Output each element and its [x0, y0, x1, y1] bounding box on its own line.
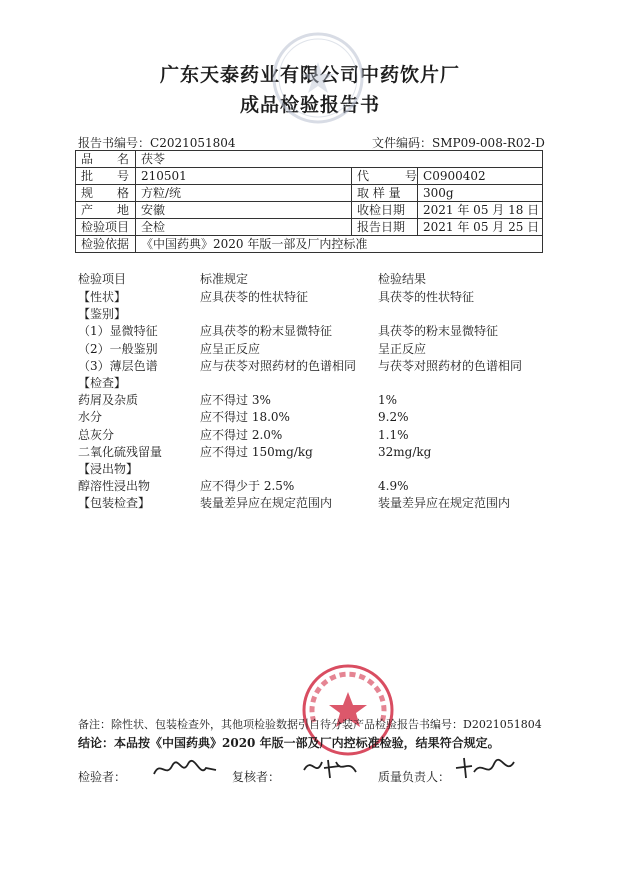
result-value: 32mg/kg: [378, 444, 432, 459]
result-item: （3）薄层色谱: [78, 358, 158, 373]
report-date-label: 报告日期: [352, 219, 418, 236]
report-number-value: C2021051804: [150, 136, 236, 150]
conclusion: 结论：本品按《中国药典》2020 年版一部及厂内控标准检验，结果符合规定。: [78, 736, 500, 750]
batch-value: 210501: [136, 168, 352, 185]
report-number: [78, 134, 236, 151]
name-value: 茯苓: [136, 151, 543, 168]
inspector-signature: [150, 756, 220, 782]
sample-label: 取 样 量: [352, 185, 418, 202]
result-item: 【浸出物】: [78, 462, 139, 476]
received-date-label: 收检日期: [352, 202, 418, 219]
result-item: 总灰分: [78, 427, 115, 442]
reviewer-label: 复核者：: [232, 770, 281, 784]
info-table: [75, 150, 543, 253]
result-value: 1.1%: [378, 427, 409, 442]
report-number-label: 报告书编号：: [78, 136, 151, 150]
result-item: 药屑及杂质: [78, 393, 139, 408]
result-standard: 应不得少于 2.5%: [200, 479, 295, 494]
table-row: [76, 219, 543, 236]
result-value: 具茯苓的粉末显微特征: [378, 324, 499, 339]
test-item-value: 全检: [136, 219, 352, 236]
sample-value: 300g: [418, 185, 543, 202]
document-title: 成品检验报告书: [239, 94, 380, 116]
result-standard: 应不得过 2.0%: [200, 427, 283, 442]
batch-label: 批 号: [76, 168, 136, 185]
result-item: 【性状】: [78, 290, 127, 304]
result-item: 【检查】: [78, 376, 127, 390]
file-code-value: SMP09-008-R02-D: [432, 136, 545, 150]
col-header-standard: 标准规定: [200, 272, 249, 286]
result-standard: 应呈正反应: [200, 341, 261, 356]
origin-label: 产 地: [76, 202, 136, 219]
code-label: 代 号: [352, 168, 418, 185]
result-standard: 应与茯苓对照药材的色谱相同: [200, 358, 357, 373]
result-value: 1%: [378, 393, 398, 408]
table-row: [76, 236, 543, 253]
file-code: [372, 134, 545, 151]
result-standard: 应具茯苓的性状特征: [200, 290, 309, 304]
table-row: [76, 185, 543, 202]
result-item: 【包装检查】: [78, 496, 151, 511]
result-item: 【鉴别】: [78, 307, 127, 322]
origin-value: 安徽: [136, 202, 352, 219]
company-name: 广东天泰药业有限公司中药饮片厂: [159, 64, 460, 86]
result-item: （1）显微特征: [78, 324, 158, 339]
spec-value: 方粒/统: [136, 185, 352, 202]
table-row: [76, 168, 543, 185]
inspector-label: 检验者：: [78, 770, 127, 784]
qa-manager-label: 质量负责人：: [378, 770, 451, 784]
result-item: 二氧化硫残留量: [78, 444, 163, 459]
result-value: 9.2%: [378, 410, 409, 425]
result-item: 水分: [78, 410, 103, 425]
result-standard: 应不得过 150mg/kg: [200, 444, 313, 459]
result-value: 与茯苓对照药材的色谱相同: [378, 358, 523, 373]
table-row: [76, 151, 543, 168]
spec-label: 规 格: [76, 185, 136, 202]
result-item: （2）一般鉴别: [78, 341, 158, 356]
table-row: [76, 202, 543, 219]
result-item: 醇溶性浸出物: [78, 479, 151, 494]
report-date-value: 2021 年 05 月 25 日: [418, 219, 543, 236]
received-date-value: 2021 年 05 月 18 日: [418, 202, 543, 219]
result-standard: 应具茯苓的粉末显微特征: [200, 324, 333, 339]
result-standard: 应不得过 18.0%: [200, 410, 290, 425]
test-item-label: 检验项目: [76, 219, 136, 236]
inspection-seal-top: [268, 28, 368, 128]
reviewer-signature: [300, 754, 360, 782]
name-label: 品 名: [76, 151, 136, 168]
file-code-label: 文件编码：: [372, 136, 433, 150]
remark: 备注：除性状、包装检查外，其他项检验数据引自待分装产品检验报告书编号：D2021051804: [78, 718, 542, 731]
result-value: 呈正反应: [378, 341, 427, 356]
col-header-item: 检验项目: [78, 272, 127, 286]
result-value: 4.9%: [378, 479, 409, 494]
result-value: 装量差异应在规定范围内: [378, 496, 511, 511]
result-value: 具茯苓的性状特征: [378, 290, 475, 304]
basis-value: 《中国药典》2020 年版一部及厂内控标准: [136, 236, 543, 253]
basis-label: 检验依据: [76, 236, 136, 253]
result-standard: 装量差异应在规定范围内: [200, 496, 333, 511]
code-value: C0900402: [418, 168, 543, 185]
qa-manager-signature: [452, 754, 522, 782]
result-standard: 应不得过 3%: [200, 393, 271, 408]
col-header-result: 检验结果: [378, 272, 427, 286]
